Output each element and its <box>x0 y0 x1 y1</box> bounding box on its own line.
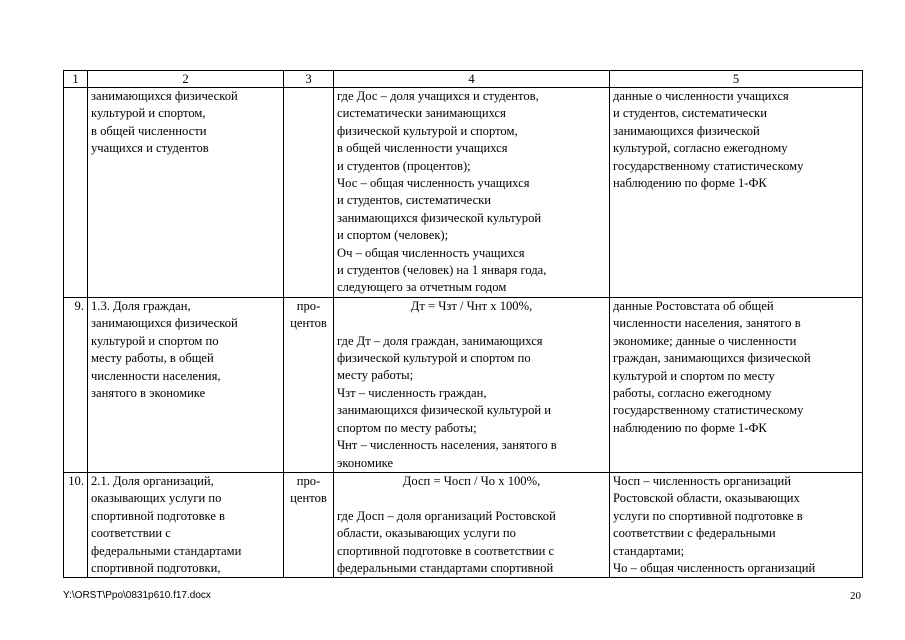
indicator-cell <box>88 472 284 577</box>
text-line: наблюдению по форме 1-ФК <box>613 176 767 191</box>
indicators-table <box>63 70 863 578</box>
text-line: и студентов, систематически <box>337 193 492 208</box>
text-line: месту работы; <box>337 368 414 383</box>
text-line: Оч – общая численность учащихся <box>337 245 525 260</box>
text-line: занимающихся физической <box>91 89 238 103</box>
text-line: занимающихся физической культурой и <box>337 403 552 418</box>
text-line: где Досп – доля организаций Ростовской <box>337 508 556 523</box>
text-line: Чзт – численность граждан, <box>337 385 487 400</box>
text-line: занятого в экономике <box>91 385 206 400</box>
table-row <box>64 472 863 577</box>
row-number <box>64 88 88 298</box>
text-line: спортивной подготовке в соответствии с <box>337 543 555 558</box>
header-cell: 4 <box>334 71 610 88</box>
text-line: данные Ростовстата об общей <box>613 298 774 313</box>
text-line: экономике <box>337 455 394 470</box>
text-line: и спортом (человек); <box>337 228 449 243</box>
text-line: занимающихся физической <box>91 316 238 331</box>
text-line: и студентов (человек) на 1 января года, <box>337 263 547 278</box>
unit-cell <box>284 88 334 298</box>
text-line: государственному статистическому <box>613 403 804 418</box>
text-line: культурой и спортом, <box>91 106 206 121</box>
source-cell <box>610 88 863 298</box>
header-cell: 2 <box>88 71 284 88</box>
text-line: работы, согласно ежегодному <box>613 385 772 400</box>
footer-file-path: Y:\ORST\Ppo\0831p610.f17.docx <box>63 590 211 601</box>
row-number: 9. <box>64 297 88 472</box>
indicator-cell <box>88 88 284 298</box>
text-line: государственному статистическому <box>613 158 804 173</box>
source-cell <box>610 472 863 577</box>
unit-cell <box>284 472 334 577</box>
text-line: граждан, занимающихся физической <box>613 351 811 366</box>
method-cell <box>334 297 610 472</box>
method-cell <box>334 472 610 577</box>
text-line: спортивной подготовке в <box>91 508 226 523</box>
text-line: данные о численности учащихся <box>613 89 789 103</box>
text-line: экономике; данные о численности <box>613 333 797 348</box>
text-line: физической культурой и спортом, <box>337 123 518 138</box>
text-line: центов <box>290 316 327 331</box>
text-line: 2.1. Доля организаций, <box>91 473 214 488</box>
text-line: в общей численности учащихся <box>337 141 508 156</box>
text-line: численности населения, занятого в <box>613 316 801 331</box>
text-line: культурой и спортом по <box>91 333 219 348</box>
text-line: соответствии с <box>91 526 171 541</box>
text-line: 1.3. Доля граждан, <box>91 298 191 313</box>
text-line: Чнт – численность населения, занятого в <box>337 438 557 453</box>
text-line: Ростовской области, оказывающих <box>613 491 800 506</box>
table-header-row <box>64 71 863 88</box>
text-line: наблюдению по форме 1-ФК <box>613 420 767 435</box>
text-line: услуги по спортивной подготовке в <box>613 508 803 523</box>
header-cell: 3 <box>284 71 334 88</box>
text-line: где Дос – доля учащихся и студентов, <box>337 89 539 103</box>
text-line: физической культурой и спортом по <box>337 351 531 366</box>
indicator-cell <box>88 297 284 472</box>
page-number: 20 <box>850 590 861 602</box>
text-line: области, оказывающих услуги по <box>337 526 516 541</box>
text-line: спортом по месту работы; <box>337 420 477 435</box>
text-line: в общей численности <box>91 123 207 138</box>
text-line: Чосп – численность организаций <box>613 473 791 488</box>
method-cell <box>334 88 610 298</box>
text-line: месту работы, в общей <box>91 351 214 366</box>
text-line: культурой и спортом по месту <box>613 368 775 383</box>
source-cell <box>610 297 863 472</box>
text-line: следующего за отчетным годом <box>337 280 507 295</box>
text-line: про- <box>296 298 321 313</box>
text-line: Чо – общая численность организаций <box>613 560 816 575</box>
text-line: систематически занимающихся <box>337 106 506 121</box>
text-line: соответствии с федеральными <box>613 526 776 541</box>
text-line: культурой, согласно ежегодному <box>613 141 788 156</box>
text-line: Чос – общая численность учащихся <box>337 176 530 191</box>
text-line: федеральными стандартами спортивной <box>337 560 554 575</box>
unit-cell <box>284 297 334 472</box>
table-row <box>64 88 863 298</box>
text-line: спортивной подготовки, <box>91 560 221 575</box>
spacer <box>337 490 606 507</box>
table-row <box>64 297 863 472</box>
header-cell: 1 <box>64 71 88 88</box>
header-cell: 5 <box>610 71 863 88</box>
text-line: федеральными стандартами <box>91 543 242 558</box>
text-line: занимающихся физической культурой <box>337 210 542 225</box>
row-number: 10. <box>64 472 88 577</box>
spacer <box>337 315 606 332</box>
text-line: учащихся и студентов <box>91 141 209 156</box>
formula: Дт = Чзт / Чнт х 100%, <box>410 298 533 313</box>
text-line: где Дт – доля граждан, занимающихся <box>337 333 543 348</box>
text-line: и студентов (процентов); <box>337 158 471 173</box>
text-line: занимающихся физической <box>613 123 760 138</box>
text-line: про- <box>296 473 321 488</box>
text-line: центов <box>290 491 327 506</box>
text-line: стандартами; <box>613 543 685 558</box>
formula: Досп = Чосп / Чо х 100%, <box>402 473 541 488</box>
text-line: и студентов, систематически <box>613 106 768 121</box>
text-line: численности населения, <box>91 368 221 383</box>
text-line: оказывающих услуги по <box>91 491 222 506</box>
